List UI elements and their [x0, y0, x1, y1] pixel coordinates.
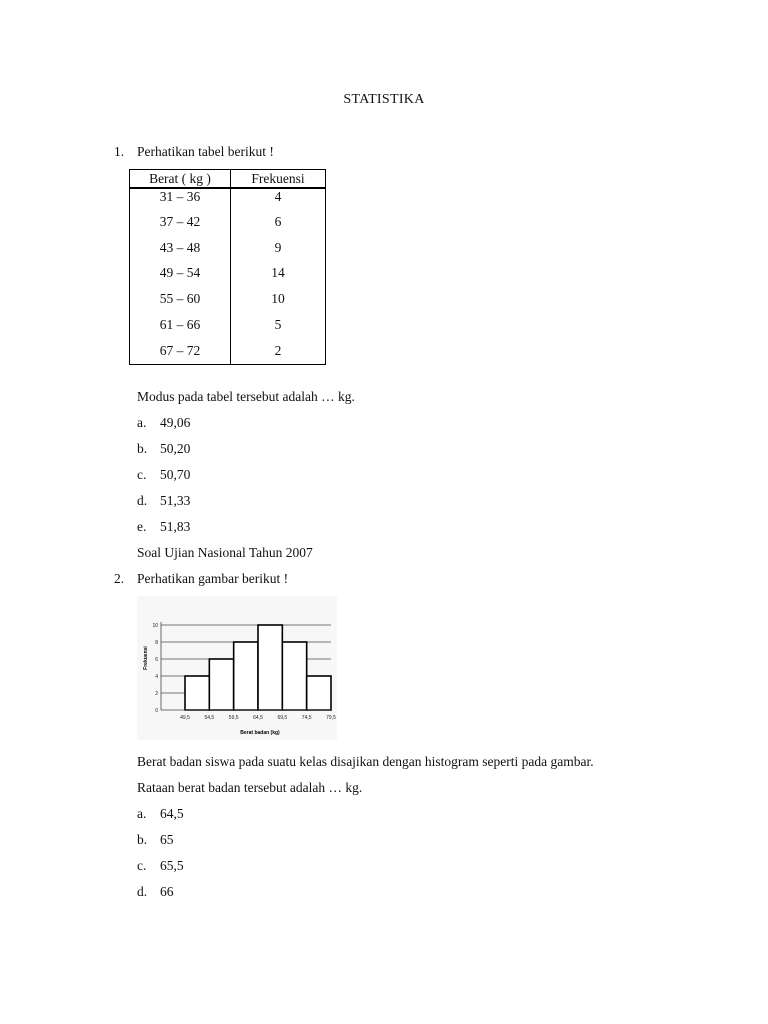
table-row — [130, 261, 326, 287]
question-1-text: Modus pada tabel tersebut adalah … kg. — [137, 389, 355, 404]
option-letter: b. — [137, 832, 148, 847]
chart-y-tick-label: 0 — [155, 707, 158, 714]
question-2-text-1: Berat badan siswa pada suatu kelas disajikan dengan histogram seperti pada gambar. — [137, 754, 594, 769]
table-cell-frequency: 4 — [231, 188, 326, 209]
chart-y-tick-label: 10 — [152, 622, 158, 629]
option-letter: c. — [137, 467, 147, 482]
chart-y-tick-label: 8 — [155, 639, 158, 646]
option-value: 49,06 — [160, 415, 191, 430]
table-cell-weight: 31 – 36 — [130, 188, 231, 209]
table-row — [130, 312, 326, 338]
histogram-bar — [234, 642, 258, 710]
histogram-chart — [137, 596, 337, 740]
question-2-text-2: Rataan berat badan tersebut adalah … kg. — [137, 780, 363, 795]
question-1-intro: Perhatikan tabel berikut ! — [137, 144, 274, 159]
question-1-number: 1. — [114, 144, 125, 159]
option-letter: a. — [137, 415, 147, 430]
histogram-bar — [185, 676, 209, 710]
table-cell-weight: 67 – 72 — [130, 338, 231, 364]
chart-x-axis-label: Berat badan (kg) — [240, 730, 280, 736]
table-cell-weight: 43 – 48 — [130, 235, 231, 261]
option-letter: d. — [137, 884, 148, 899]
option-value: 66 — [160, 884, 174, 899]
option-letter: e. — [137, 519, 147, 534]
table-cell-frequency: 2 — [231, 338, 326, 364]
chart-x-tick-label: 79,5 — [326, 715, 336, 721]
table-header-weight: Berat ( kg ) — [130, 170, 231, 189]
option-value: 65 — [160, 832, 174, 847]
table-cell-weight: 55 – 60 — [130, 286, 231, 312]
chart-x-tick-label: 59,5 — [228, 715, 239, 721]
question-1-source: Soal Ujian Nasional Tahun 2007 — [137, 545, 313, 560]
frequency-table — [129, 169, 326, 365]
table-header-frequency: Frekuensi — [231, 170, 326, 189]
table-row — [130, 209, 326, 235]
table-cell-frequency: 6 — [231, 209, 326, 235]
chart-x-tick-label: 64,5 — [253, 715, 263, 721]
option-letter: b. — [137, 441, 148, 456]
chart-y-axis-label: Frekuensi — [143, 646, 149, 670]
chart-x-tick-label: 49,5 — [180, 715, 190, 721]
table-row — [130, 286, 326, 312]
chart-x-tick-label: 74,5 — [301, 715, 312, 721]
option-value: 50,20 — [160, 441, 191, 456]
option-letter: a. — [137, 806, 147, 821]
option-value: 50,70 — [160, 467, 191, 482]
question-2-number: 2. — [114, 571, 125, 586]
question-2-intro: Perhatikan gambar berikut ! — [137, 571, 289, 586]
histogram-bar — [209, 659, 233, 710]
table-cell-weight: 37 – 42 — [130, 209, 231, 235]
option-value: 51,33 — [160, 493, 191, 508]
chart-y-tick-label: 4 — [155, 673, 158, 680]
table-cell-frequency: 10 — [231, 286, 326, 312]
table-cell-frequency: 9 — [231, 235, 326, 261]
table-row — [130, 188, 326, 209]
table-row — [130, 235, 326, 261]
histogram-bar — [258, 625, 282, 710]
chart-x-tick-label: 69,5 — [277, 715, 288, 721]
chart-y-tick-label: 2 — [155, 690, 158, 697]
table-header-row — [130, 170, 326, 189]
option-letter: d. — [137, 493, 148, 508]
histogram-bar — [282, 642, 306, 710]
table-row — [130, 338, 326, 364]
option-value: 51,83 — [160, 519, 191, 534]
option-value: 64,5 — [160, 806, 184, 821]
table-cell-weight: 61 – 66 — [130, 312, 231, 338]
table-cell-weight: 49 – 54 — [130, 261, 231, 287]
option-value: 65,5 — [160, 858, 184, 873]
option-letter: c. — [137, 858, 147, 873]
table-cell-frequency: 14 — [231, 261, 326, 287]
chart-y-tick-label: 6 — [155, 656, 158, 663]
page-title: STATISTIKA — [343, 92, 425, 107]
histogram-bar — [307, 676, 331, 710]
chart-x-tick-label: 54,5 — [204, 715, 215, 721]
table-cell-frequency: 5 — [231, 312, 326, 338]
